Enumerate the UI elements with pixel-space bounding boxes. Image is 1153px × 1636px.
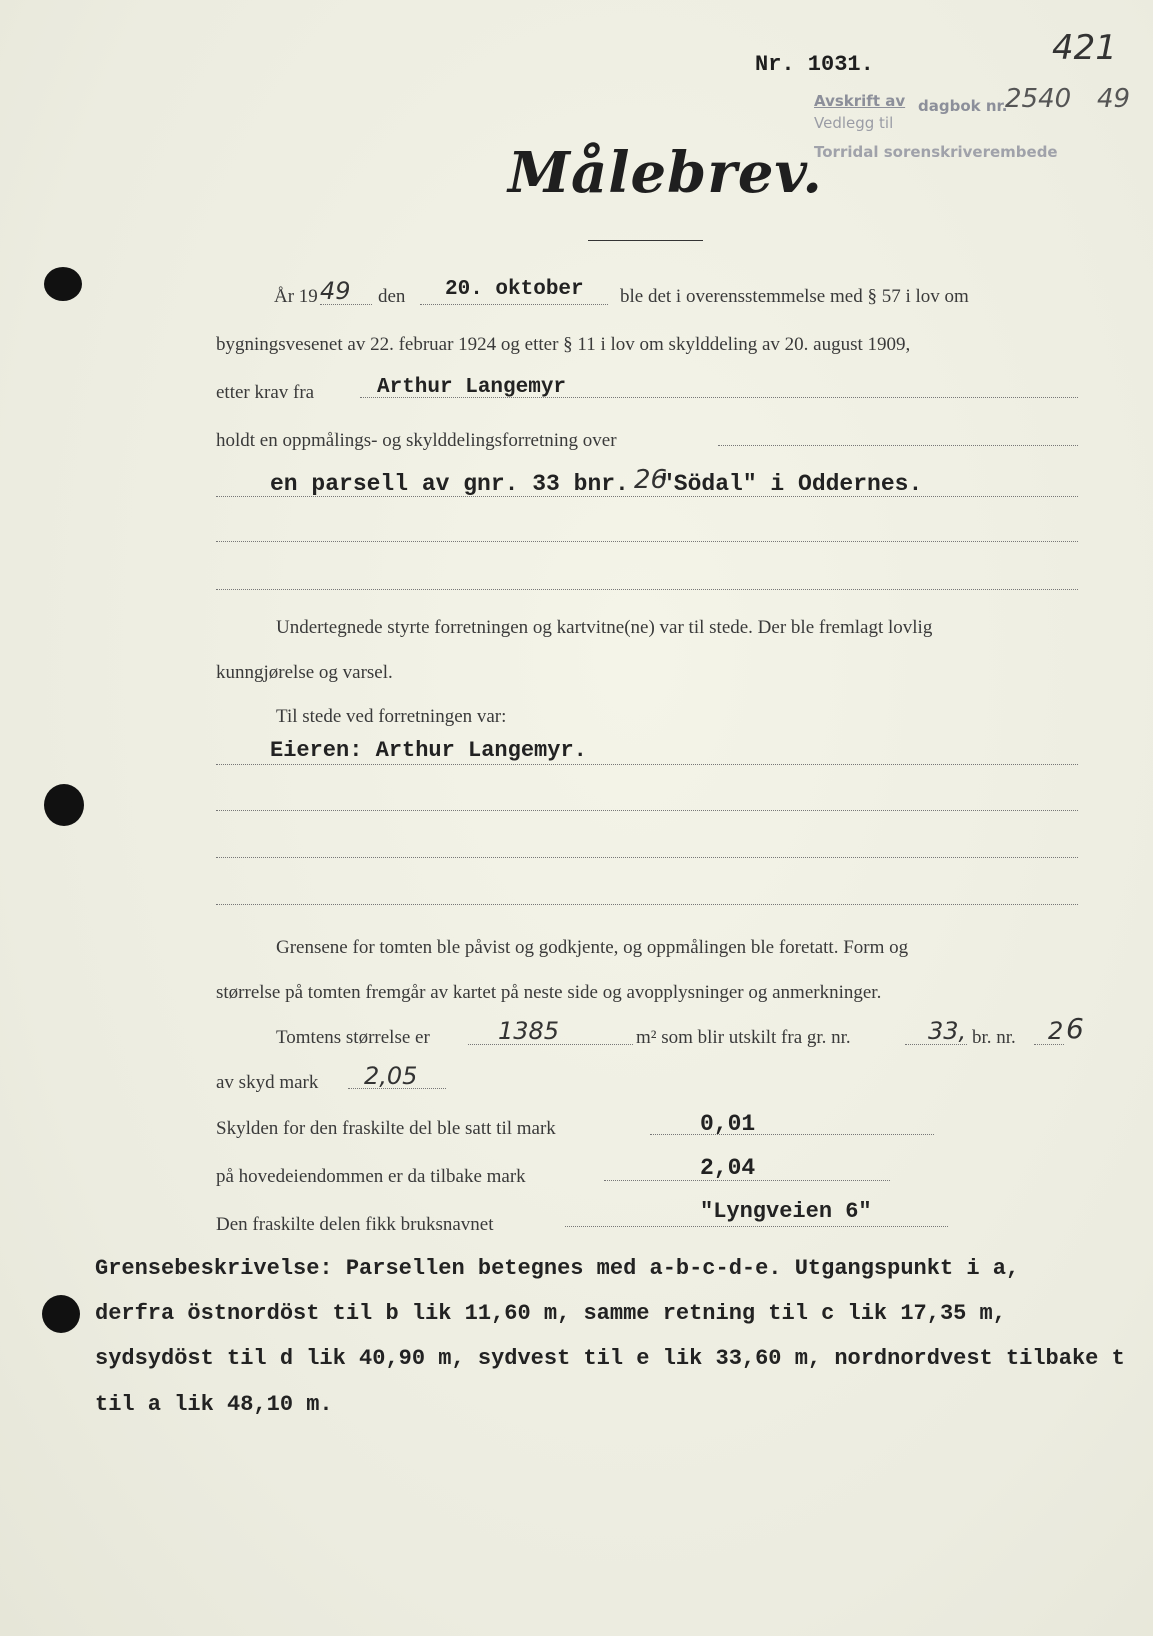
parsell-typed-b: "Södal" i Oddernes. xyxy=(660,471,923,497)
parsell-typed-a: en parsell av gnr. 33 bnr. xyxy=(270,471,629,497)
skylden-value: 0,01 xyxy=(700,1111,756,1137)
para1-line1-rest: ble det i overensstemmelse med § 57 i lov om xyxy=(620,286,969,307)
bruks-value: "Lyngveien 6" xyxy=(700,1199,872,1224)
stamp-hand-year: 49 xyxy=(1097,84,1131,114)
br-value-handwritten: 6 xyxy=(1066,1012,1084,1045)
stamp-line-2: Vedlegg til xyxy=(814,114,894,132)
punch-hole-top xyxy=(44,267,82,301)
krav-label: etter krav fra xyxy=(216,382,315,403)
para2-line1: Undertegnede styrte forretningen og kartvitne(ne) var til stede. Der ble fremlagt lovlig xyxy=(276,617,933,638)
br-value-typed: 2 xyxy=(1048,1017,1064,1045)
hoved-label: på hovedeiendommen er da tilbake mark xyxy=(216,1166,526,1187)
den-label: den xyxy=(378,286,406,307)
br-label: br. nr. xyxy=(972,1027,1016,1048)
title-divider xyxy=(588,240,703,241)
grense-line-1: Grensebeskrivelse: Parsellen betegnes med a-b-c-d-e. Utgangspunkt i a, xyxy=(95,1256,1020,1281)
tomt-label: Tomtens størrelse er xyxy=(276,1027,430,1048)
date-value: 20. oktober xyxy=(445,278,584,301)
tomt-value: 1385 xyxy=(498,1017,560,1045)
holdt-line: holdt en oppmålings- og skylddelingsforretning over xyxy=(216,430,617,451)
til-stede-label: Til stede ved forretningen var: xyxy=(276,706,507,727)
punch-hole-middle xyxy=(44,784,84,826)
krav-name: Arthur Langemyr xyxy=(377,376,567,399)
skyd-label: av skyd mark xyxy=(216,1072,319,1093)
parsell-bnr-handwritten: 26 xyxy=(634,465,668,495)
stamp-line-3: Torridal sorenskriverembede xyxy=(814,143,1058,161)
skyd-value: 2,05 xyxy=(364,1062,418,1090)
skylden-label: Skylden for den fraskilte del ble satt til mark xyxy=(216,1118,556,1139)
grense-line-4: til a lik 48,10 m. xyxy=(95,1392,333,1417)
stamp-hand-number: 2540 xyxy=(1005,84,1072,114)
grense-line-3: sydsydöst til d lik 40,90 m, sydvest til e lik 33,60 m, nordnordvest tilbake t xyxy=(95,1346,1125,1371)
eieren-line: Eieren: Arthur Langemyr. xyxy=(270,738,587,763)
document-number: Nr. 1031. xyxy=(755,52,874,77)
punch-hole-bottom xyxy=(42,1295,80,1333)
para1-line2: bygningsvesenet av 22. februar 1924 og etter § 11 i lov om skylddeling av 20. august 1909, xyxy=(216,334,911,355)
grense-line-2: derfra östnordöst til b lik 11,60 m, samme retning til c lik 17,35 m, xyxy=(95,1301,1006,1326)
hoved-value: 2,04 xyxy=(700,1155,756,1181)
stamp-line-1: Avskrift av xyxy=(814,92,906,110)
bruks-label: Den fraskilte delen fikk bruksnavnet xyxy=(216,1214,494,1235)
para3-line2: størrelse på tomten fremgår av kartet på neste side og avopplysninger og anmerkninger. xyxy=(216,982,882,1003)
gr-value: 33, xyxy=(928,1017,967,1045)
stamp-line-1b: dagbok nr. xyxy=(918,97,1008,115)
page-number: 421 xyxy=(1052,28,1117,68)
year-handwritten: 49 xyxy=(320,277,351,305)
m2-text: m² som blir utskilt fra gr. nr. xyxy=(636,1027,851,1048)
para2-line2: kunngjørelse og varsel. xyxy=(216,662,393,683)
ar-prefix: År 19 xyxy=(274,286,318,307)
document-title: Målebrev. xyxy=(508,140,823,206)
para3-line1: Grensene for tomten ble påvist og godkjente, og oppmålingen ble foretatt. Form og xyxy=(276,937,909,958)
